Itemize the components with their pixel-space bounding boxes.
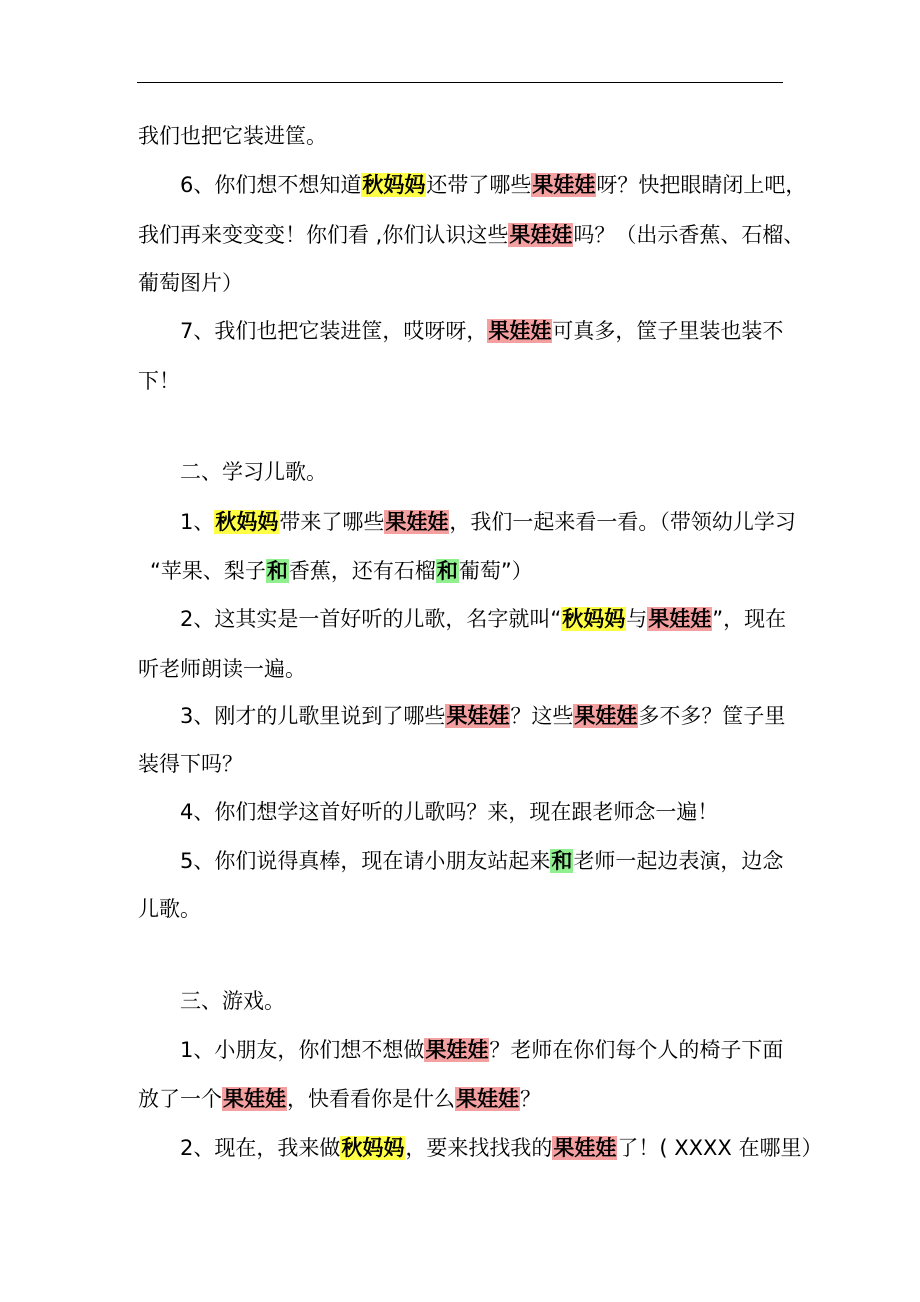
highlight-fruit-baby: 果娃娃 [532,173,596,197]
text-line [138,749,243,779]
highlight-and: 和 [266,559,288,583]
text-segment: 装得下吗？ [138,752,243,776]
text-line [138,654,306,684]
text-line [138,1084,541,1114]
text-segment: ，我们一起来看一看。（带领幼儿学习 [449,510,796,534]
text-line [150,556,533,586]
text-segment: 二、学习儿歌。 [180,460,327,484]
highlight-fruit-baby: 果娃娃 [488,319,552,343]
text-segment: 老师一起边表演，边念 [573,849,784,873]
text-segment: 下！ [138,369,180,393]
text-line [180,316,783,346]
text-segment: 4、你们想学这首好听的儿歌吗？来，现在跟老师念一遍！ [180,800,719,824]
highlight-autumn-mother: 秋妈妈 [341,1136,405,1160]
text-segment: ？老师在你们每个人的椅子下面 [489,1038,784,1062]
text-line [138,121,327,151]
highlight-fruit-baby: 果娃娃 [509,223,573,247]
text-line [180,797,718,827]
text-segment: 我们再来变变变！你们看 ,你们认识这些 [138,223,509,247]
text-segment: 放了一个 [138,1087,222,1111]
text-line [180,846,783,876]
text-segment: ？这些 [510,704,574,728]
highlight-fruit-baby: 果娃娃 [574,704,638,728]
text-line [180,457,327,487]
text-segment: 听老师朗读一遍。 [138,657,306,681]
text-segment: 1、 [180,510,215,534]
highlight-and: 和 [436,559,458,583]
text-line [138,220,804,250]
text-segment: 可真多，筐子里装也装不 [552,319,784,343]
text-line [180,1133,822,1163]
text-line [180,701,785,731]
text-line [180,507,796,537]
highlight-fruit-baby: 果娃娃 [425,1038,489,1062]
text-line [180,986,285,1016]
highlight-fruit-baby: 果娃娃 [553,1136,617,1160]
text-segment: 儿歌。 [138,897,201,921]
highlight-fruit-baby: 果娃娃 [456,1087,519,1111]
text-segment: 6、你们想不想知道 [180,173,362,197]
text-segment: 多不多？筐子里 [638,704,786,728]
text-segment: “苹果、梨子 [150,559,266,583]
highlight-fruit-baby: 果娃娃 [446,704,510,728]
text-line [138,366,180,396]
text-segment: 7、我们也把它装进筐，哎呀呀， [180,319,488,343]
highlight-fruit-baby: 果娃娃 [223,1087,286,1111]
text-line [180,604,786,634]
text-segment: 与 [626,607,648,631]
highlight-autumn-mother: 秋妈妈 [215,510,279,534]
text-segment: 3、刚才的儿歌里说到了哪些 [180,704,446,728]
highlight-and: 和 [551,849,573,873]
highlight-fruit-baby: 果娃娃 [385,510,449,534]
text-segment: 2、这其实是一首好听的儿歌，名字就叫“ [180,607,562,631]
text-segment: 带来了哪些 [279,510,385,534]
text-line [180,170,806,200]
text-segment: 葡萄图片） [138,271,243,295]
header-rule [137,82,783,83]
text-line [180,1035,783,1065]
text-segment: 呀？快把眼睛闭上吧， [596,173,807,197]
text-segment: 葡萄”） [458,559,533,583]
text-segment: 了！( XXXX 在哪里） [617,1136,823,1160]
text-segment: 还带了哪些 [426,173,532,197]
text-segment: 吗？（出示香蕉、石榴、 [573,223,805,247]
text-line [138,268,243,298]
highlight-fruit-baby: 果娃娃 [648,607,712,631]
text-segment: ？ [520,1087,541,1111]
text-segment: ，快看看你是什么 [287,1087,455,1111]
text-segment: ”，现在 [712,607,787,631]
text-segment: 1、小朋友，你们想不想做 [180,1038,425,1062]
text-segment: 5、你们说得真棒，现在请小朋友站起来 [180,849,551,873]
text-segment: 香蕉，还有石榴 [288,559,436,583]
highlight-autumn-mother: 秋妈妈 [362,173,426,197]
highlight-autumn-mother: 秋妈妈 [562,607,626,631]
text-segment: 2、现在，我来做 [180,1136,341,1160]
text-segment: 三、游戏。 [180,989,285,1013]
text-line [138,894,201,924]
text-segment: 我们也把它装进筐。 [138,124,327,148]
text-segment: ，要来找找我的 [405,1136,553,1160]
